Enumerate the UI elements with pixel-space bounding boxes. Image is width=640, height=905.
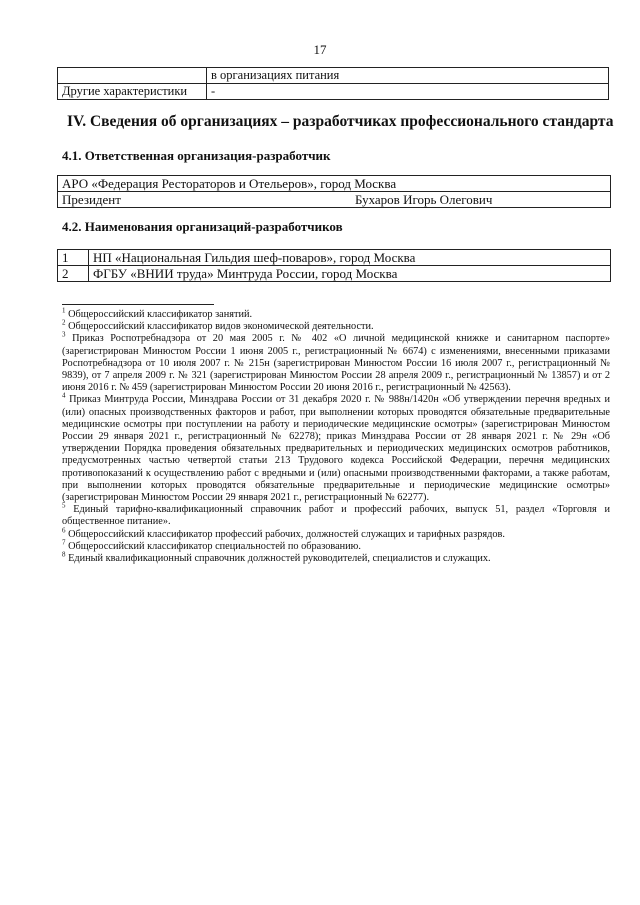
page-number: 17 <box>313 42 327 57</box>
footnote-mark: 1 <box>62 306 66 315</box>
footnote-mark: 7 <box>62 538 66 547</box>
subsection-title-responsible: 4.1. Ответственная организация-разработчик <box>62 148 331 163</box>
table-row <box>58 192 611 208</box>
footnote <box>62 550 610 565</box>
footnote-text: Приказ Роспотребнадзора от 20 мая 2005 г. № 402 «О личной медицинской книжке и санитарном паспорте» (зарегистрирован Минюстом России 1 июня 2005 г., регистрационный № 6674) с изменениями, внесенными приказами Роспотребнадзора от 10 июля 2007 г. № 215н (зарегистрирован Минюстом России 16 июля 2007 г., регистрационный № 9839), от 7 апреля 2009 г. № 321 (зарегистрирован Минюстом России 28 апреля 2009 г., регистрационный № 13857) и от 2 июня 2016 г. № 459 (зарегистрирован Минюстом России 20 июня 2016 г., регистрационный № 42563). <box>62 333 611 394</box>
table-row <box>58 176 611 192</box>
footnote-mark: 2 <box>62 318 66 327</box>
responsible-org-table <box>57 175 611 208</box>
person-name: Бухаров Игорь Олегович <box>354 192 493 207</box>
table-cell-value: - <box>207 84 609 100</box>
table-cell-label <box>58 68 207 84</box>
position-person-cell <box>58 192 611 208</box>
footnote <box>62 318 610 333</box>
developers-table <box>57 249 611 282</box>
footnote-text: Общероссийский классификатор специальностей по образованию. <box>68 540 361 552</box>
footnote-mark: 8 <box>62 550 66 559</box>
section-title: IV. Сведения об организациях – разработчиках профессионального стандарта <box>67 113 614 130</box>
footnotes <box>62 306 611 565</box>
footnote <box>62 538 610 553</box>
footnote <box>62 394 610 504</box>
developer-name: НП «Национальная Гильдия шеф-поваров», город Москва <box>89 250 611 266</box>
table-cell-value: в организациях питания <box>207 68 609 84</box>
row-number: 1 <box>58 250 89 266</box>
footnote-text: Общероссийский классификатор занятий. <box>68 309 253 320</box>
row-number: 2 <box>58 266 89 282</box>
footnote <box>62 330 611 394</box>
table-row <box>58 84 609 100</box>
subsection-title-developers: 4.2. Наименования организаций-разработчиков <box>62 219 343 234</box>
footnote-text: Общероссийский классификатор видов экономической деятельности. <box>68 321 374 333</box>
footnote <box>62 526 610 541</box>
footnote-text: Единый квалификационный справочник должностей руководителей, специалистов и служащих. <box>68 553 491 565</box>
table-row <box>58 250 611 266</box>
footnote-mark: 4 <box>62 392 66 400</box>
footnote <box>62 306 610 321</box>
developer-name: ФГБУ «ВНИИ труда» Минтруда России, город Москва <box>89 266 611 282</box>
footnote-mark: 5 <box>62 501 66 510</box>
table-cell-label: Другие характеристики <box>58 84 207 100</box>
table-row <box>58 68 609 84</box>
footnote-text: Общероссийский классификатор профессий рабочих, должностей служащих и тарифных разрядов. <box>68 528 505 540</box>
table-row <box>58 266 611 282</box>
org-name-cell: АРО «Федерация Рестораторов и Отельеров», город Москва <box>58 176 611 192</box>
footnote-mark: 6 <box>62 526 66 535</box>
characteristics-table <box>57 67 609 100</box>
footnote-separator <box>62 304 214 305</box>
footnote <box>62 501 610 528</box>
footnote-text: Приказ Минтруда России, Минздрава России от 31 декабря 2020 г. № 988н/1420н «Об утверждении перечня вредных и (или) опасных производственных факторов и работ, при выполнении которых проводятся обязательные предварительные медицинские осмотры при поступлении на работу и периодические медицинские осмотры» (зарегистрирован Минюстом России 29 января 2021 г., регистрационный № 62278); приказ Минздрава России от 28 января 2021 г. № 29н «Об утверждении Порядка проведения обязательных предварительных и периодических медицинских осмотров работников, предусмотренных частью четвертой статьи 213 Трудового кодекса Российской Федерации, перечня медицинских противопоказаний к осуществлению работ с вредными и (или) опасными производственными факторами, а также работам, при выполнении которых проводятся обязательные предварительные и периодические медицинские осмотры» (зарегистрирован Минюстом России 29 января 2021 г., регистрационный № 62277). <box>62 394 611 504</box>
footnote-text: Единый тарифно-квалификационный справочник работ и профессий рабочих, выпуск 51, раздел «Торговля и общественное питание». <box>62 504 610 528</box>
position-text: Президент <box>62 192 121 207</box>
footnote-mark: 3 <box>62 330 66 339</box>
